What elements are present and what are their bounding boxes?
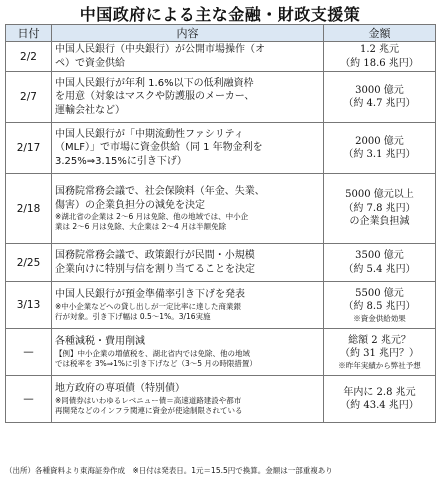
content-note: 行が対象。引き下げ幅は 0.5～1%。3/16実施	[55, 311, 211, 321]
content-line: 国務院常務会議で、社会保険料（年金、失業、	[55, 186, 265, 197]
table-header-row	[6, 25, 436, 42]
table-row	[6, 244, 436, 282]
row-content	[52, 282, 324, 329]
row-amount	[324, 123, 436, 174]
amount-line: （約 3.1 兆円）	[343, 149, 416, 160]
row-amount	[324, 72, 436, 123]
content-line: 企業向けに特別与信を割り当てることを決定	[55, 263, 255, 275]
content-note: ※湖北省の企業は 2～6 月は免除、他の地域では、中小企	[55, 212, 249, 221]
header-amount: 金額	[324, 25, 436, 42]
row-date: 2/2	[6, 42, 52, 72]
amount-line: 2000 億元	[355, 135, 404, 147]
amount-line: 5000 億元以上	[345, 189, 414, 201]
row-date: 2/17	[6, 123, 52, 174]
row-content	[52, 42, 324, 72]
row-amount	[324, 174, 436, 244]
table-row	[6, 42, 436, 72]
amount-line: の企業負担減	[349, 216, 410, 228]
table-row	[6, 329, 436, 376]
row-date: —	[6, 376, 52, 423]
amount-note: ※資金供給効果	[353, 313, 406, 323]
content-line: 中国人民銀行（中央銀行）が公開市場操作（オ	[55, 44, 265, 55]
content-note: ※中小企業などへの貸し出しが一定比率に達した商業銀	[55, 301, 241, 311]
content-note: 再開発などのインフラ関連に資金が使途制限されている	[55, 405, 243, 415]
row-date: 2/7	[6, 72, 52, 123]
amount-line: 3500 億元	[355, 250, 404, 261]
header-content: 内容	[52, 25, 324, 42]
content-line: （MLF）」で市場に資金供給（同 1 年物金利を	[55, 142, 263, 154]
amount-line: （約 18.6 兆円）	[340, 57, 419, 69]
row-content	[52, 72, 324, 123]
row-content	[52, 376, 324, 423]
page-title: 中国政府による主な金融・財政支援策	[79, 5, 361, 24]
amount-note: ※昨年実績から弊社予想	[338, 360, 421, 370]
table-row	[6, 123, 436, 174]
row-amount	[324, 329, 436, 376]
amount-line: （約 8.5 兆円）	[343, 301, 416, 312]
amount-line: 3000 億元	[355, 84, 404, 96]
row-amount	[324, 42, 436, 72]
header-date: 日付	[6, 25, 52, 42]
row-amount	[324, 376, 436, 423]
table-row	[6, 282, 436, 329]
row-date: —	[6, 329, 52, 376]
content-note: では税率を 3%⇒1%に引き下げなど（3～5 月の時限措置）	[55, 358, 257, 368]
amount-line: 総額 2 兆元？	[348, 334, 411, 346]
row-content	[52, 329, 324, 376]
amount-line: （約 43.4 兆円）	[340, 400, 419, 411]
row-content	[52, 123, 324, 174]
row-content	[52, 174, 324, 244]
content-line: ペ）で資金供給	[55, 57, 125, 69]
table-row	[6, 174, 436, 244]
content-line: 中国人民銀行が預金準備率引き下げを発表	[55, 289, 245, 301]
amount-line: （約 7.8 兆円）	[343, 202, 416, 214]
content-note: 【例】中小企業の増値税を、湖北省内では免除、他の地域	[55, 348, 250, 358]
row-amount	[324, 244, 436, 282]
row-content	[52, 244, 324, 282]
row-date: 2/25	[6, 244, 52, 282]
content-line: 中国人民銀行が年利 1.6%以下の低利融資枠	[55, 77, 254, 89]
table-body	[6, 42, 436, 423]
support-measures-table	[5, 24, 436, 423]
content-note: ※同債券はいわゆるレベニュー債＝高速道路建設や都市	[55, 395, 242, 405]
content-line: 傷害）の企業負担分の減免を決定	[55, 199, 205, 211]
content-line: 中国人民銀行が「中期流動性ファシリティ	[55, 128, 244, 140]
row-amount	[324, 282, 436, 329]
content-line: を用意（対象はマスクや防護服のメーカー、	[55, 91, 255, 103]
content-line: 運輸会社など）	[55, 104, 125, 116]
amount-line: 年内に 2.8 兆元	[343, 386, 416, 398]
content-line: 3.25%⇒3.15%に引き下げ）	[55, 155, 187, 167]
content-line: 各種減税・費用削減	[55, 336, 145, 348]
source-footnote: （出所）各種資料より東海証券作成 ※日付は発表日。1元＝15.5円で換算。金額は一部重複あり	[5, 466, 333, 475]
row-date: 3/13	[6, 282, 52, 329]
row-date: 2/18	[6, 174, 52, 244]
amount-line: 1.2 兆元	[359, 44, 400, 55]
amount-line: （約 4.7 兆円）	[343, 98, 416, 109]
table-row	[6, 72, 436, 123]
content-note: 業は 2～6 月は免除、大企業は 2～4 月は半額免除	[55, 222, 227, 231]
amount-line: （約 31 兆円？）	[339, 348, 420, 359]
content-line: 国務院常務会議で、政策銀行が民間・小規模	[55, 250, 255, 261]
amount-line: （約 5.4 兆円）	[343, 263, 416, 275]
amount-line: 5500 億元	[355, 287, 404, 299]
table-row	[6, 376, 436, 423]
content-line: 地方政府の専項債（特別債）	[55, 383, 185, 395]
